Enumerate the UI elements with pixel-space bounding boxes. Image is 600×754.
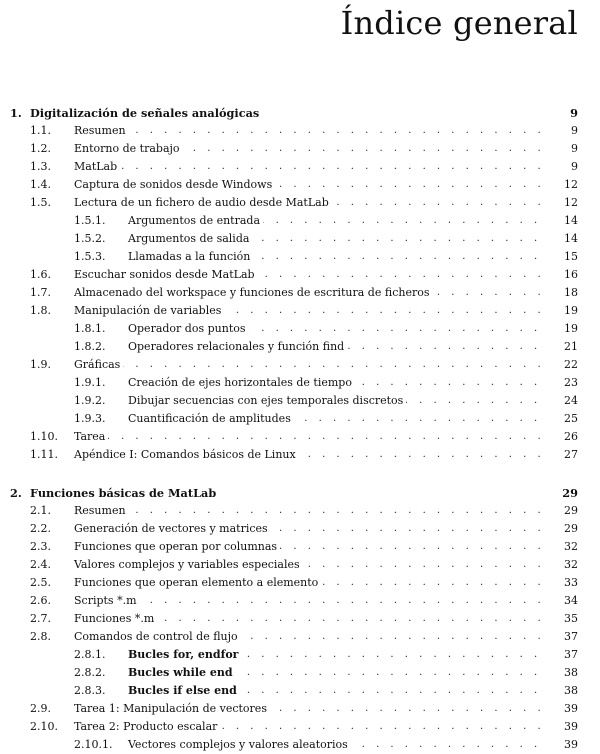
toc-title[interactable]: Operador dos puntos — [128, 320, 249, 338]
toc-title[interactable]: Bucles if else end — [128, 682, 240, 700]
toc-chapter[interactable] — [0, 484, 600, 502]
toc-page-number: 39 — [549, 718, 578, 736]
toc-title[interactable]: Funciones *.m — [74, 610, 157, 628]
toc-page-number: 12 — [549, 194, 578, 212]
toc-title[interactable]: Entorno de trabajo — [74, 140, 183, 158]
toc-title[interactable]: Almacenado del workspace y funciones de escritura de ficheros — [74, 284, 432, 302]
toc-number: 1.9.3. — [74, 412, 106, 425]
toc-title[interactable]: Cuantificación de amplitudes — [128, 410, 294, 428]
toc-number: 1.11. — [30, 448, 58, 461]
toc-number: 2.9. — [30, 702, 51, 715]
toc-title[interactable]: Gráficas — [74, 356, 123, 374]
toc-number: 1. — [10, 106, 22, 120]
dot-leader — [78, 592, 552, 610]
toc-title[interactable]: Resumen — [74, 502, 129, 520]
toc-title[interactable]: Tarea 1: Manipulación de vectores — [74, 700, 270, 718]
toc-page-number: 9 — [549, 140, 578, 158]
toc-number: 2.6. — [30, 594, 51, 607]
toc-page-number: 29 — [549, 520, 578, 538]
toc-number: 2.3. — [30, 540, 51, 553]
toc-section[interactable] — [0, 122, 600, 140]
toc-title[interactable]: Manipulación de variables — [74, 302, 224, 320]
toc-number: 1.5.3. — [74, 250, 106, 263]
toc-page-number: 19 — [549, 320, 578, 338]
toc-title[interactable]: Llamadas a la función — [128, 248, 253, 266]
toc-page-number: 25 — [549, 410, 578, 428]
toc-section[interactable] — [0, 158, 600, 176]
toc-number: 1.8. — [30, 304, 51, 317]
toc-number: 2. — [10, 486, 22, 500]
toc-number: 1.8.1. — [74, 322, 106, 335]
toc-page-number: 18 — [549, 284, 578, 302]
toc-page-number: 23 — [549, 374, 578, 392]
toc-title[interactable]: Scripts *.m — [74, 592, 140, 610]
toc-title[interactable]: MatLab — [74, 158, 120, 176]
toc-page-number: 37 — [549, 646, 578, 664]
toc-number: 1.8.2. — [74, 340, 106, 353]
toc-page-number: 34 — [549, 592, 578, 610]
dot-leader — [78, 122, 552, 140]
toc-subsection[interactable] — [0, 664, 600, 682]
toc-number: 2.5. — [30, 576, 51, 589]
toc-section[interactable] — [0, 194, 600, 212]
toc-section[interactable] — [0, 266, 600, 284]
toc-page-number: 15 — [549, 248, 578, 266]
toc-number: 1.9.1. — [74, 376, 106, 389]
toc-number: 1.5.1. — [74, 214, 106, 227]
toc-page-number: 9 — [549, 158, 578, 176]
toc-subsection[interactable] — [0, 338, 600, 356]
toc-page-number: 29 — [549, 502, 578, 520]
toc-title[interactable]: Argumentos de entrada — [128, 212, 263, 230]
toc-title[interactable]: Captura de sonidos desde Windows — [74, 176, 275, 194]
toc-page-number: 39 — [549, 700, 578, 718]
toc-subsection[interactable] — [0, 682, 600, 700]
toc-page-number: 22 — [549, 356, 578, 374]
toc-title[interactable]: Creación de ejes horizontales de tiempo — [128, 374, 355, 392]
toc-page-number: 14 — [549, 212, 578, 230]
toc-title[interactable]: Digitalización de señales analógicas — [30, 104, 262, 122]
dot-leader — [78, 502, 552, 520]
toc-section[interactable] — [0, 538, 600, 556]
toc-title[interactable]: Argumentos de salida — [128, 230, 252, 248]
toc-page-number: 32 — [549, 538, 578, 556]
dot-leader — [78, 356, 552, 374]
toc-section[interactable] — [0, 302, 600, 320]
chapter-gap — [0, 464, 600, 484]
toc-number: 1.9. — [30, 358, 51, 371]
toc-number: 1.6. — [30, 268, 51, 281]
toc-title[interactable]: Bucles for, endfor — [128, 646, 241, 664]
toc-title[interactable]: Dibujar secuencias con ejes temporales discretos — [128, 392, 406, 410]
toc-title[interactable]: Vectores complejos y valores aleatorios — [128, 736, 351, 754]
toc-number: 2.10. — [30, 720, 58, 733]
toc-title[interactable]: Tarea — [74, 428, 108, 446]
toc-page-number: 21 — [549, 338, 578, 356]
toc-number: 2.8.3. — [74, 684, 106, 697]
toc-page-number: 19 — [549, 302, 578, 320]
toc-page-number: 9 — [549, 104, 578, 122]
toc-section[interactable] — [0, 284, 600, 302]
toc-title[interactable]: Funciones que operan elemento a elemento — [74, 574, 321, 592]
toc-number: 2.4. — [30, 558, 51, 571]
toc-subsection[interactable] — [0, 410, 600, 428]
toc-section[interactable] — [0, 556, 600, 574]
toc-page-number: 27 — [549, 446, 578, 464]
toc-section[interactable] — [0, 520, 600, 538]
toc-subsection[interactable] — [0, 248, 600, 266]
toc-title[interactable]: Tarea 2: Producto escalar — [74, 718, 220, 736]
toc-section[interactable] — [0, 446, 600, 464]
toc-title[interactable]: Valores complejos y variables especiales — [74, 556, 303, 574]
toc-title[interactable]: Apéndice I: Comandos básicos de Linux — [74, 446, 299, 464]
toc-page-number: 26 — [549, 428, 578, 446]
toc-number: 2.10.1. — [74, 738, 113, 751]
toc-page-number: 9 — [549, 122, 578, 140]
toc-page-number: 29 — [549, 484, 578, 502]
toc-page-number: 38 — [549, 664, 578, 682]
toc-number: 1.10. — [30, 430, 58, 443]
toc-number: 2.2. — [30, 522, 51, 535]
toc-page-number: 37 — [549, 628, 578, 646]
toc-section[interactable] — [0, 700, 600, 718]
toc-title[interactable]: Lectura de un fichero de audio desde MatLab — [74, 194, 332, 212]
toc-subsection[interactable] — [0, 212, 600, 230]
toc-number: 2.1. — [30, 504, 51, 517]
toc-title[interactable]: Escuchar sonidos desde MatLab — [74, 266, 258, 284]
toc-section[interactable] — [0, 356, 600, 374]
toc-section[interactable] — [0, 628, 600, 646]
toc-section[interactable] — [0, 428, 600, 446]
toc-number: 1.7. — [30, 286, 51, 299]
toc-number: 1.2. — [30, 142, 51, 155]
toc-page-number: 12 — [549, 176, 578, 194]
toc-number: 2.8.2. — [74, 666, 106, 679]
dot-leader — [78, 428, 552, 446]
toc-title[interactable]: Operadores relacionales y función find — [128, 338, 347, 356]
toc-subsection[interactable] — [0, 374, 600, 392]
toc-number: 2.8.1. — [74, 648, 106, 661]
toc-subsection[interactable] — [0, 230, 600, 248]
toc-page-number: 16 — [549, 266, 578, 284]
toc-page-number: 39 — [549, 736, 578, 754]
page-title: Índice general — [340, 4, 578, 42]
toc-title[interactable]: Funciones básicas de MatLab — [30, 484, 219, 502]
toc-page-number: 24 — [549, 392, 578, 410]
toc-page-number: 14 — [549, 230, 578, 248]
toc-section[interactable] — [0, 718, 600, 736]
toc-number: 1.9.2. — [74, 394, 106, 407]
toc-number: 2.7. — [30, 612, 51, 625]
toc-page-number: 33 — [549, 574, 578, 592]
toc-title[interactable]: Comandos de control de flujo — [74, 628, 241, 646]
toc-number: 1.5. — [30, 196, 51, 209]
toc-section[interactable] — [0, 176, 600, 194]
toc-number: 1.5.2. — [74, 232, 106, 245]
toc-number: 1.4. — [30, 178, 51, 191]
toc-section[interactable] — [0, 592, 600, 610]
toc-number: 2.8. — [30, 630, 51, 643]
toc-subsection[interactable] — [0, 646, 600, 664]
toc-title[interactable]: Generación de vectores y matrices — [74, 520, 271, 538]
toc-section[interactable] — [0, 140, 600, 158]
toc-title[interactable]: Resumen — [74, 122, 129, 140]
toc-page-number: 35 — [549, 610, 578, 628]
toc-page-number: 32 — [549, 556, 578, 574]
toc-number: 1.3. — [30, 160, 51, 173]
toc-subsection[interactable] — [0, 392, 600, 410]
toc-section[interactable] — [0, 502, 600, 520]
toc-chapter[interactable] — [0, 104, 600, 122]
toc-title[interactable]: Bucles while end — [128, 664, 236, 682]
toc-subsection[interactable] — [0, 736, 600, 754]
dot-leader — [78, 158, 552, 176]
toc-page-number: 38 — [549, 682, 578, 700]
toc-number: 1.1. — [30, 124, 51, 137]
table-of-contents — [0, 104, 600, 754]
toc-subsection[interactable] — [0, 320, 600, 338]
toc-title[interactable]: Funciones que operan por columnas — [74, 538, 280, 556]
toc-section[interactable] — [0, 574, 600, 592]
toc-section[interactable] — [0, 610, 600, 628]
